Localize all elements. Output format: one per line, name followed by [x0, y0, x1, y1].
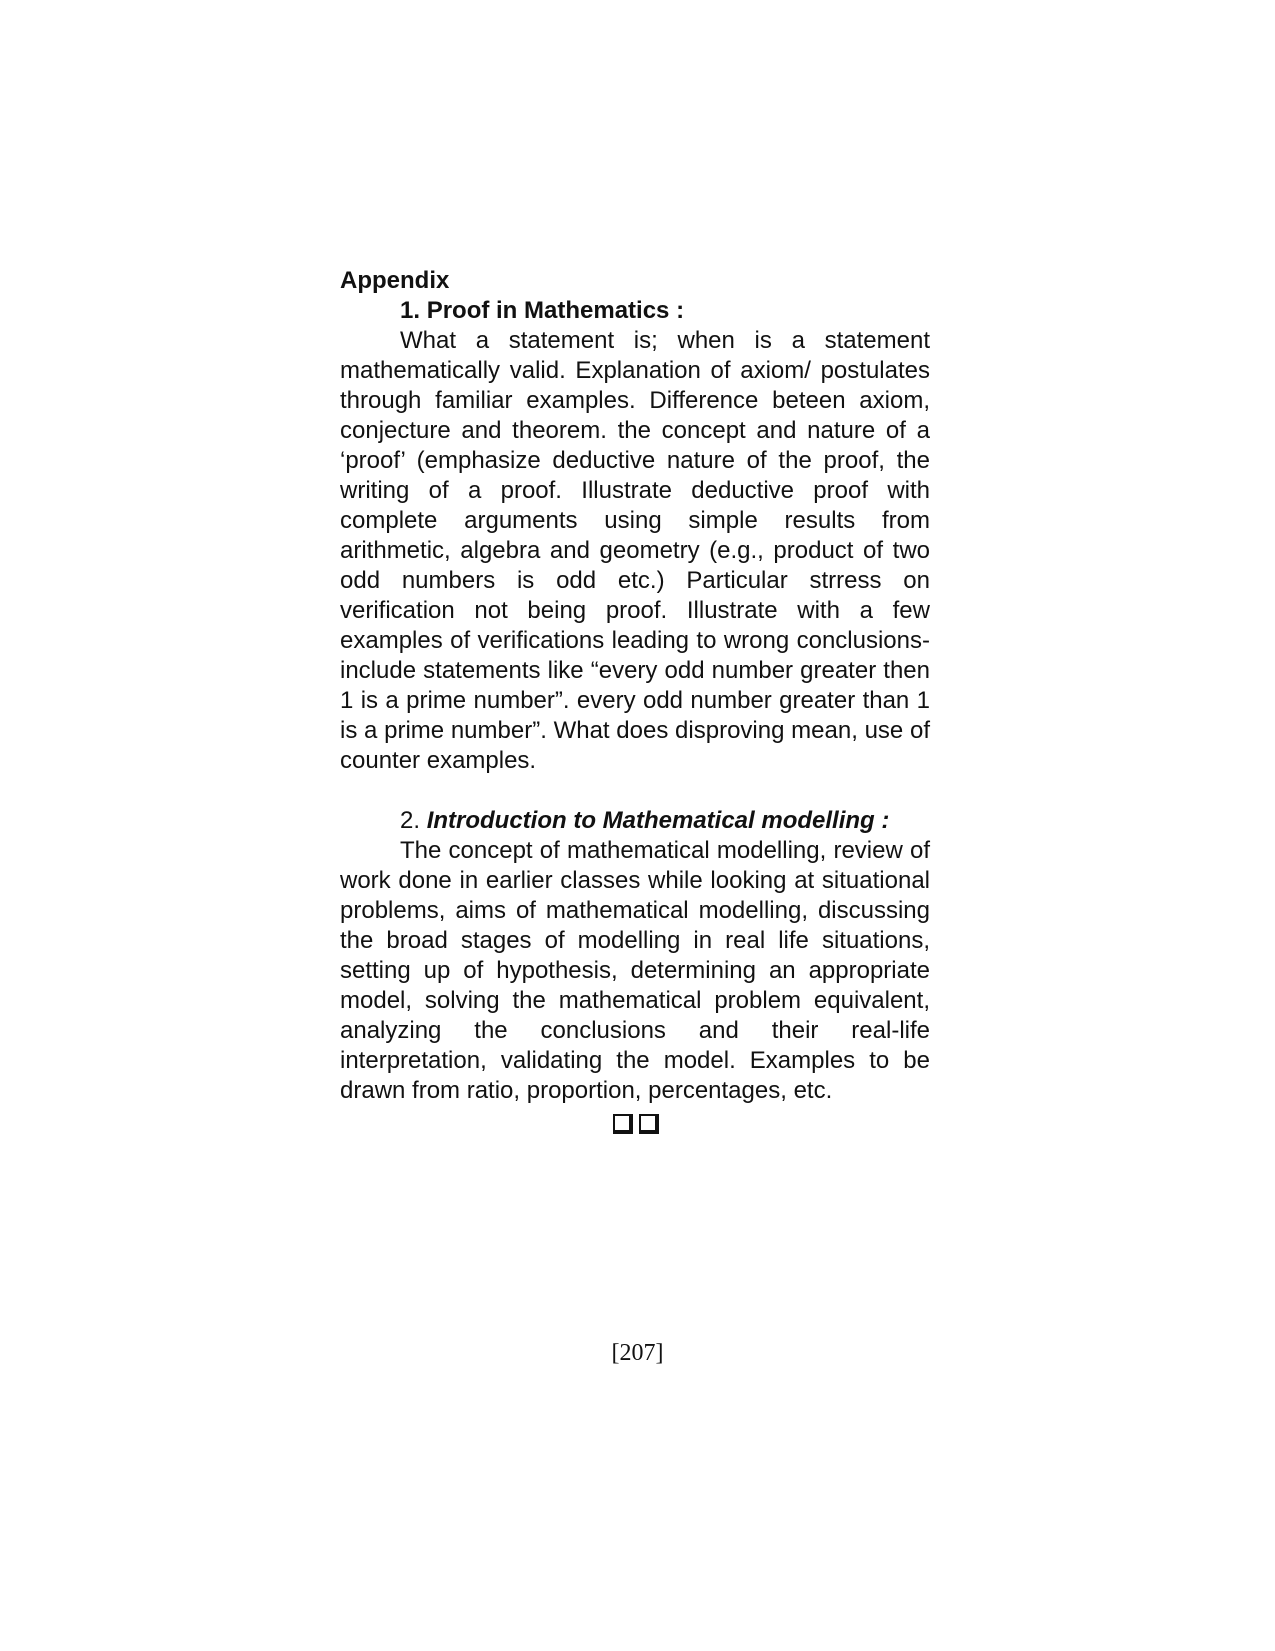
section-1-number: 1. [400, 297, 421, 324]
appendix-heading: Appendix [340, 267, 450, 294]
section-1-title: Proof in Mathematics : [426, 297, 685, 324]
section-2-heading [340, 806, 930, 836]
section-2-title: Introduction to Mathematical modelling : [426, 807, 890, 834]
section-1-heading [340, 296, 930, 326]
section-2-number: 2. [400, 807, 421, 834]
section-spacer [340, 776, 930, 806]
box-icon-right [639, 1114, 659, 1134]
double-box-icon [613, 1114, 663, 1140]
main-text-column [340, 266, 930, 1106]
section-1-body: What a statement is; when is a statement mathematically valid. Explanation of axiom/ postulates through familiar examples. Difference beteen axiom, conjecture and theorem. the concept and nature of a ‘proof’ (emphasize deductive nature of the proof, the writing of a proof. Illustrate deductive proof with complete arguments using simple results from arithmetic, algebra and geometry (e.g., product of two odd numbers is odd etc.) Particular strress on verification not being proof. Illustrate with a few examples of verifications leading to wrong conclusions- include statements like “every odd number greater then 1 is a prime number”. every odd number greater than 1 is a prime number”. What does disproving mean, use of counter examples. [340, 327, 930, 774]
box-icon-left [613, 1114, 633, 1134]
page-number: [207] [611, 1340, 664, 1366]
section-2-body: The concept of mathematical modelling, review of work done in earlier classes while looking at situational problems, aims of mathematical modelling, discussing the broad stages of modelling in real life situations, setting up of hypothesis, determining an appropriate model, solving the mathematical problem equivalent, analyzing the conclusions and their real-life interpretation, validating the model. Examples to be drawn from ratio, proportion, percentages, etc. [340, 837, 930, 1104]
